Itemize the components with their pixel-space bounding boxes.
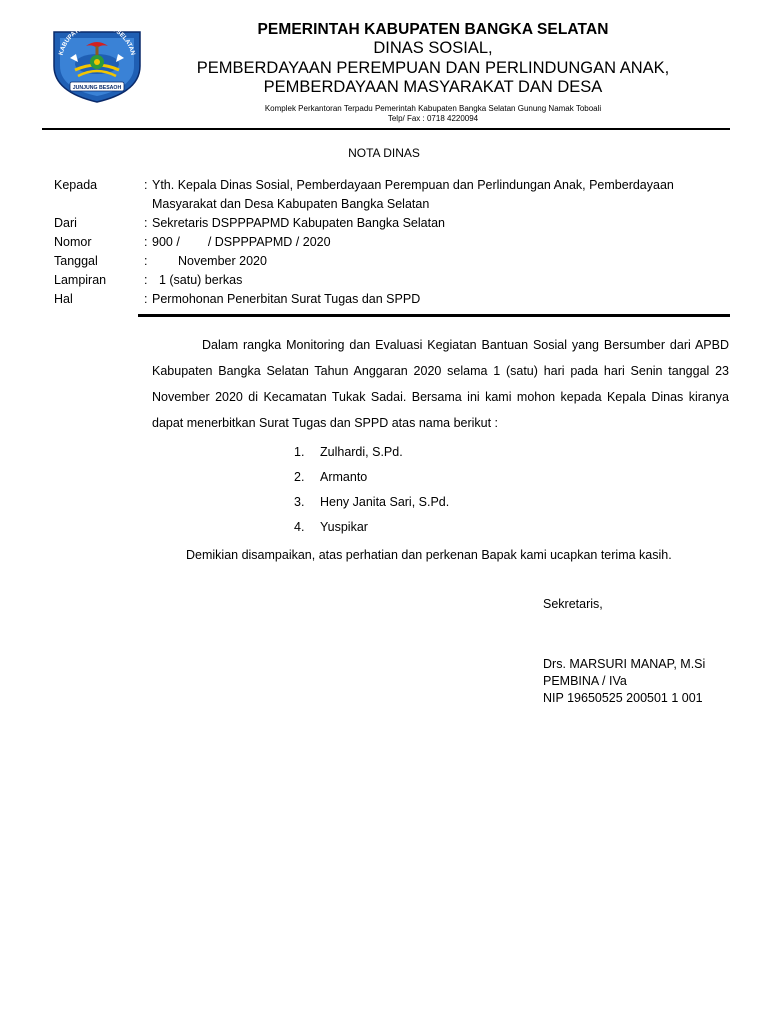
list-item-name: Armanto xyxy=(320,470,368,484)
list-item-name: Heny Janita Sari, S.Pd. xyxy=(320,495,450,509)
body-paragraph: Dalam rangka Monitoring dan Evaluasi Kegiatan Bantuan Sosial yang Bersumber dari APBD Kabupaten Bangka Selatan Tahun Anggaran 2020 selama 1 (satu) hari pada hari Senin tanggal 23 November 2020 di Kecamatan Tukak Sadai. Bersama ini kami mohon kepada Kepala Dinas kiranya dapat menerbitkan Surat Tugas dan SPPD atas nama berikut : xyxy=(152,338,729,430)
memo-body xyxy=(152,332,729,568)
closing-sentence: Demikian disampaikan, atas perhatian dan perkenan Bapak kami ucapkan terima kasih. xyxy=(186,548,672,562)
field-colon: : xyxy=(144,273,148,287)
field-value-tanggal: November 2020 xyxy=(178,254,267,268)
signer-rank: PEMBINA / IVa xyxy=(543,674,627,688)
letterhead-address: Komplek Perkantoran Terpadu Pemerintah Kabupaten Bangka Selatan Gunung Namak Toboali xyxy=(264,103,602,113)
field-row-nomor xyxy=(54,233,734,252)
field-label-dari: Dari xyxy=(54,216,77,230)
logo-text-top: KABUPATEN BANGKA SELATAN xyxy=(57,21,137,57)
list-item-name: Yuspikar xyxy=(320,520,368,534)
field-value-kepada: Yth. Kepala Dinas Sosial, Pemberdayaan Perempuan dan Perlindungan Anak, Pemberdayaan xyxy=(152,178,674,192)
list-item xyxy=(152,440,729,465)
signer-nip: NIP 19650525 200501 1 001 xyxy=(543,691,703,705)
field-value-kepada-line2: Masyarakat dan Desa Kabupaten Bangka Selatan xyxy=(152,197,430,211)
field-row-tanggal xyxy=(54,252,734,271)
field-label-lampiran: Lampiran xyxy=(54,273,107,287)
letterhead-agency-line3: PEMBERDAYAAN MASYARAKAT DAN DESA xyxy=(263,78,603,96)
field-colon: : xyxy=(144,292,148,306)
signer-role: Sekretaris, xyxy=(543,597,603,611)
list-item xyxy=(152,465,729,490)
field-row-kepada xyxy=(54,176,734,214)
field-value-hal: Permohonan Penerbitan Surat Tugas dan SPPD xyxy=(152,292,421,306)
signer-name: Drs. MARSURI MANAP, M.Si xyxy=(543,657,706,671)
field-row-dari xyxy=(54,214,734,233)
list-item xyxy=(152,490,729,515)
letterhead xyxy=(150,20,716,124)
field-row-lampiran xyxy=(54,271,734,290)
letterhead-divider xyxy=(42,128,730,130)
list-item-name: Zulhardi, S.Pd. xyxy=(320,445,403,459)
letterhead-agency-line2: PEMBERDAYAAN PEREMPUAN DAN PERLINDUNGAN ANAK, xyxy=(196,58,670,77)
field-value-nomor-suffix: / DSPPPAPMD / 2020 xyxy=(207,235,331,249)
document-title: NOTA DINAS xyxy=(348,146,420,160)
letterhead-government: PEMERINTAH KABUPATEN BANGKA SELATAN xyxy=(257,21,609,38)
field-label-tanggal: Tanggal xyxy=(54,254,98,268)
field-row-hal xyxy=(54,290,734,309)
field-label-kepada: Kepada xyxy=(54,178,98,192)
names-list xyxy=(152,440,729,540)
list-item-number: 3. xyxy=(294,495,305,509)
field-colon: : xyxy=(144,235,148,249)
logo-text-bottom: JUNJUNG BESAOH xyxy=(72,85,122,91)
field-value-dari: Sekretaris DSPPPAPMD Kabupaten Bangka Selatan xyxy=(152,216,445,230)
signature-block xyxy=(543,596,705,707)
list-item xyxy=(152,515,729,540)
list-item-number: 1. xyxy=(294,445,305,459)
letterhead-phone: Telp/ Fax : 0718 4220094 xyxy=(387,113,479,123)
list-item-number: 4. xyxy=(294,520,305,534)
field-value-nomor-prefix: 900 / xyxy=(152,235,180,249)
header-divider xyxy=(138,314,730,317)
field-colon: : xyxy=(144,178,148,192)
field-colon: : xyxy=(144,254,148,268)
field-label-hal: Hal xyxy=(54,292,73,306)
memo-header-fields xyxy=(54,176,734,309)
field-value-lampiran: 1 (satu) berkas xyxy=(158,273,243,287)
list-item-number: 2. xyxy=(294,470,305,484)
regency-crest-logo xyxy=(48,18,146,104)
letterhead-agency: DINAS SOSIAL, xyxy=(373,39,493,57)
field-label-nomor: Nomor xyxy=(54,235,92,249)
field-colon: : xyxy=(144,216,148,230)
